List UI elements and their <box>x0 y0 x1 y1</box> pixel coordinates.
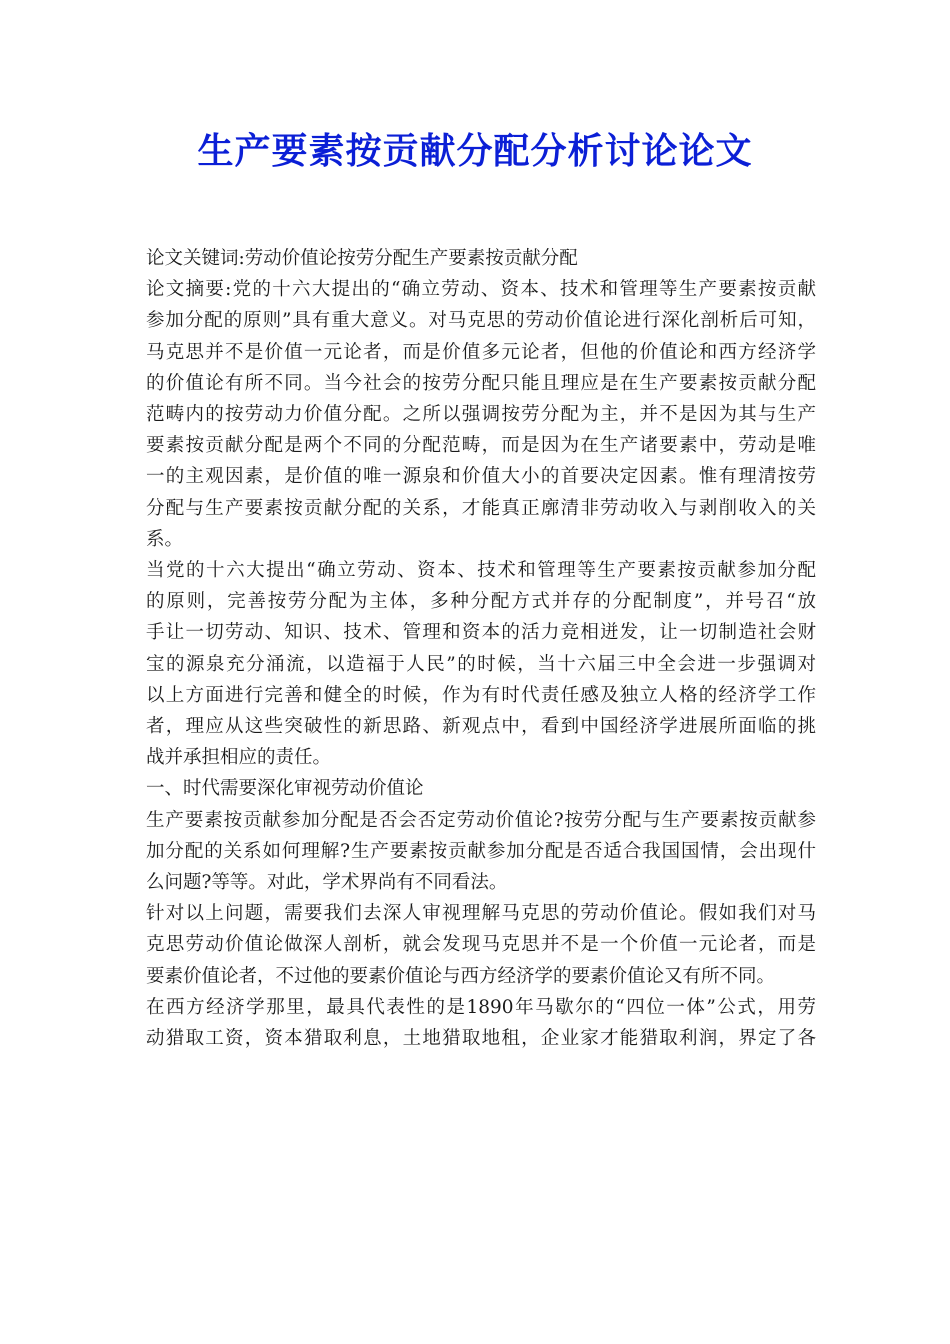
document-body <box>146 243 816 1054</box>
text-line: 战并承担相应的责任。 <box>146 747 332 769</box>
body-paragraph <box>146 805 816 899</box>
text-line: 动猎取工资，资本猎取利息，土地猎取地租，企业家才能猎取利润，界定了各 <box>146 1028 816 1050</box>
text-line: 针对以上问题，需要我们去深人审视理解马克思的劳动价值论。假如我们对马 <box>146 903 816 925</box>
text-line: 加分配的关系如何理解?生产要素按贡献参加分配是否适合我国国情，会出现什 <box>146 840 816 862</box>
body-paragraph <box>146 992 816 1054</box>
text-line: 的原则，完善按劳分配为主体，多种分配方式并存的分配制度”，并号召“放 <box>146 591 816 613</box>
text-line: 么问题?等等。对此，学术界尚有不同看法。 <box>146 872 508 894</box>
text-line: 一、时代需要深化审视劳动价值论 <box>146 778 424 800</box>
text-line: 要素按贡献分配是两个不同的分配范畴，而是因为在生产诸要素中，劳动是唯 <box>146 435 816 457</box>
keywords-line <box>146 243 816 274</box>
text-line: 克思劳动价值论做深人剖析，就会发现马克思并不是一个价值一元论者，而是 <box>146 934 816 956</box>
text-line: 论文关键词:劳动价值论按劳分配生产要素按贡献分配 <box>146 248 578 269</box>
body-paragraph <box>146 555 816 773</box>
text-line: 者，理应从这些突破性的新思路、新观点中，看到中国经济学进展所面临的挑 <box>146 716 816 738</box>
text-line: 手让一切劳动、知识、技术、管理和资本的活力竞相迸发，让一切制造社会财 <box>146 622 816 644</box>
body-paragraph <box>146 898 816 992</box>
text-line: 要素价值论者，不过他的要素价值论与西方经济学的要素价值论又有所不同。 <box>146 965 776 987</box>
text-line: 生产要素按贡献参加分配是否会否定劳动价值论?按劳分配与生产要素按贡献参 <box>146 809 816 831</box>
document-title: 生产要素按贡献分配分析讨论论文 <box>197 131 753 172</box>
text-line: 在西方经济学那里，最具代表性的是1890年马歇尔的“四位一体”公式，用劳 <box>146 996 816 1018</box>
text-line: 一的主观因素，是价值的唯一源泉和价值大小的首要决定因素。惟有理清按劳 <box>146 466 816 488</box>
text-line: 范畴内的按劳动力价值分配。之所以强调按劳分配为主，并不是因为其与生产 <box>146 404 816 426</box>
abstract-paragraph <box>146 274 816 555</box>
text-line: 马克思并不是价值一元论者，而是价值多元论者，但他的价值论和西方经济学 <box>146 341 816 363</box>
text-line: 当党的十六大提出“确立劳动、资本、技术和管理等生产要素按贡献参加分配 <box>146 560 816 582</box>
text-line: 参加分配的原则”具有重大意义。对马克思的劳动价值论进行深化剖析后可知， <box>146 310 816 332</box>
text-line: 系。 <box>146 528 184 550</box>
text-line: 分配与生产要素按贡献分配的关系，才能真正廓清非劳动收入与剥削收入的关 <box>146 497 816 519</box>
text-line: 以上方面进行完善和健全的时候，作为有时代责任感及独立人格的经济学工作 <box>146 684 816 706</box>
text-line: 宝的源泉充分涌流，以造福于人民”的时候，当十六届三中全会进一步强调对 <box>146 653 816 675</box>
text-line: 的价值论有所不同。当今社会的按劳分配只能且理应是在生产要素按贡献分配 <box>146 372 816 394</box>
text-line: 论文摘要:党的十六大提出的“确立劳动、资本、技术和管理等生产要素按贡献 <box>146 279 816 301</box>
section-heading <box>146 773 816 804</box>
